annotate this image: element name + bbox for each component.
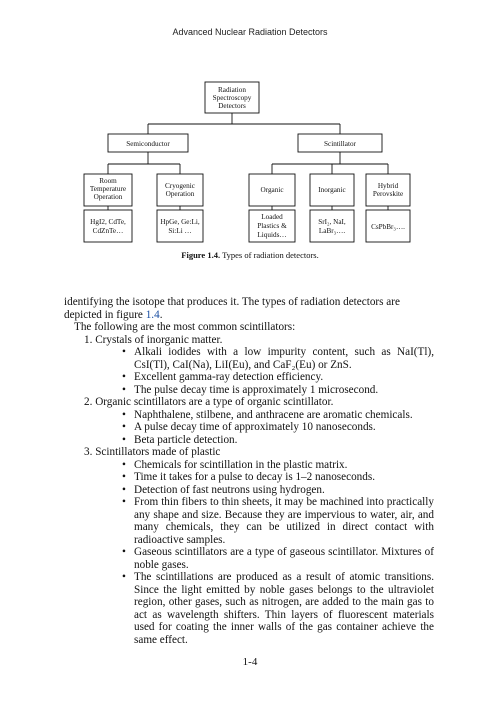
scintillator-label: Scintillator xyxy=(324,140,356,148)
cryo-label-1: Cryogenic xyxy=(165,182,195,190)
leaf-room-2: CdZnTe… xyxy=(92,227,124,235)
bullet: • Alkali iodides with a low impurity content, such as NaI(Tl), CsI(Tl), CaI(Na), LiI(Eu), and CaF₂(Eu) or ZnS. xyxy=(124,346,434,371)
organic-label: Organic xyxy=(260,186,284,194)
list-item-3: 3. Scintillators made of plastic xyxy=(84,446,221,458)
page-number: 1-4 xyxy=(242,656,258,668)
bullet: • Excellent gamma-ray detection efficiency. xyxy=(124,371,434,384)
bullet: • Beta particle detection. xyxy=(124,434,434,447)
bullet: • Naphthalene, stilbene, and anthracene are aromatic chemicals. xyxy=(124,409,434,422)
box-leaf-room xyxy=(84,210,132,242)
list-item-2: 2. Organic scintillators are a type of organic scintillator. xyxy=(84,396,334,408)
bullet: • Chemicals for scintillation in the plastic matrix. xyxy=(124,459,434,472)
leaf-inorganic-2: LaBr₃…. xyxy=(318,227,346,235)
list-item-2-bullets xyxy=(124,409,434,447)
para1-text: identifying the isotope that produces it. The types of radiation detectors are depicted in figure xyxy=(64,296,400,321)
body-text xyxy=(64,296,434,646)
room-label-1: Room xyxy=(99,177,117,185)
bullet: • Time it takes for a pulse to decay is 1–2 nanoseconds. xyxy=(124,471,434,484)
list-item-1-bullets xyxy=(124,346,434,396)
hybrid-label-1: Hybrid xyxy=(377,182,399,190)
leaf-room-1: HgI2, CdTe, xyxy=(90,218,126,226)
bullet: • From thin fibers to thin sheets, it may be machined into practically any shape and size. Because they are impervious to water, air, and many chemicals, they can be utilized in direct contact with radioactive samples. xyxy=(124,496,434,546)
scintillators-intro: The following are the most common scintillators: xyxy=(74,321,296,333)
hybrid-label-2: Perovskite xyxy=(372,190,404,198)
bullet: • Detection of fast neutrons using hydrogen. xyxy=(124,484,434,497)
detector-types-diagram xyxy=(0,0,500,250)
leaf-organic-1: Loaded xyxy=(261,213,283,221)
root-label-3: Detectors xyxy=(218,102,246,110)
bullet: • The pulse decay time is approximately 1 microsecond. xyxy=(124,384,434,397)
figure-caption-text: Types of radiation detectors. xyxy=(222,250,319,260)
semiconductor-label: Semiconductor xyxy=(126,140,170,148)
list-item-1: 1. Crystals of inorganic matter. xyxy=(84,333,223,346)
room-label-2: Temperature xyxy=(89,185,127,193)
inorganic-label: Inorganic xyxy=(318,186,346,194)
root-label-2: Spectroscopy xyxy=(212,94,252,102)
leaf-cryo-2: Si:Li … xyxy=(168,227,192,235)
bullet: • The scintillations are produced as a result of atomic transitions. Since the light emitted by noble gases belongs to the ultraviolet region, other gases, such as nitrogen, are added to the main gas to act as wavelength shifters. Thin layers of fluorescent materials used for coating the inner walls of the gas container achieve the same effect. xyxy=(124,571,434,646)
leaf-inorganic-1: SrI₂, NaI, xyxy=(318,218,346,226)
list-item-3-bullets xyxy=(124,459,434,647)
paragraph-continuation xyxy=(64,296,434,321)
figure-caption-label: Figure 1.4. xyxy=(181,250,221,260)
figure-caption xyxy=(0,250,500,260)
bullet: • Gaseous scintillators are a type of gaseous scintillator. Mixtures of noble gases. xyxy=(124,546,434,571)
room-label-3: Operation xyxy=(93,193,123,201)
para1-end: . xyxy=(159,308,163,321)
box-leaf-inorganic xyxy=(310,210,354,242)
leaf-organic-2: Plastics & xyxy=(257,222,287,230)
figure-link[interactable]: 1.4 xyxy=(145,308,160,321)
root-label-1: Radiation xyxy=(218,86,246,94)
box-leaf-cryo xyxy=(157,210,203,242)
leaf-organic-3: Liquids… xyxy=(257,231,287,239)
leaf-cryo-1: HpGe, Ge:Li, xyxy=(160,218,200,226)
cryo-label-2: Operation xyxy=(165,190,195,198)
leaf-hybrid: CsPbBr₃…. xyxy=(371,223,405,231)
running-header: Advanced Nuclear Radiation Detectors xyxy=(172,27,328,37)
bullet: • A pulse decay time of approximately 10 nanoseconds. xyxy=(124,421,434,434)
